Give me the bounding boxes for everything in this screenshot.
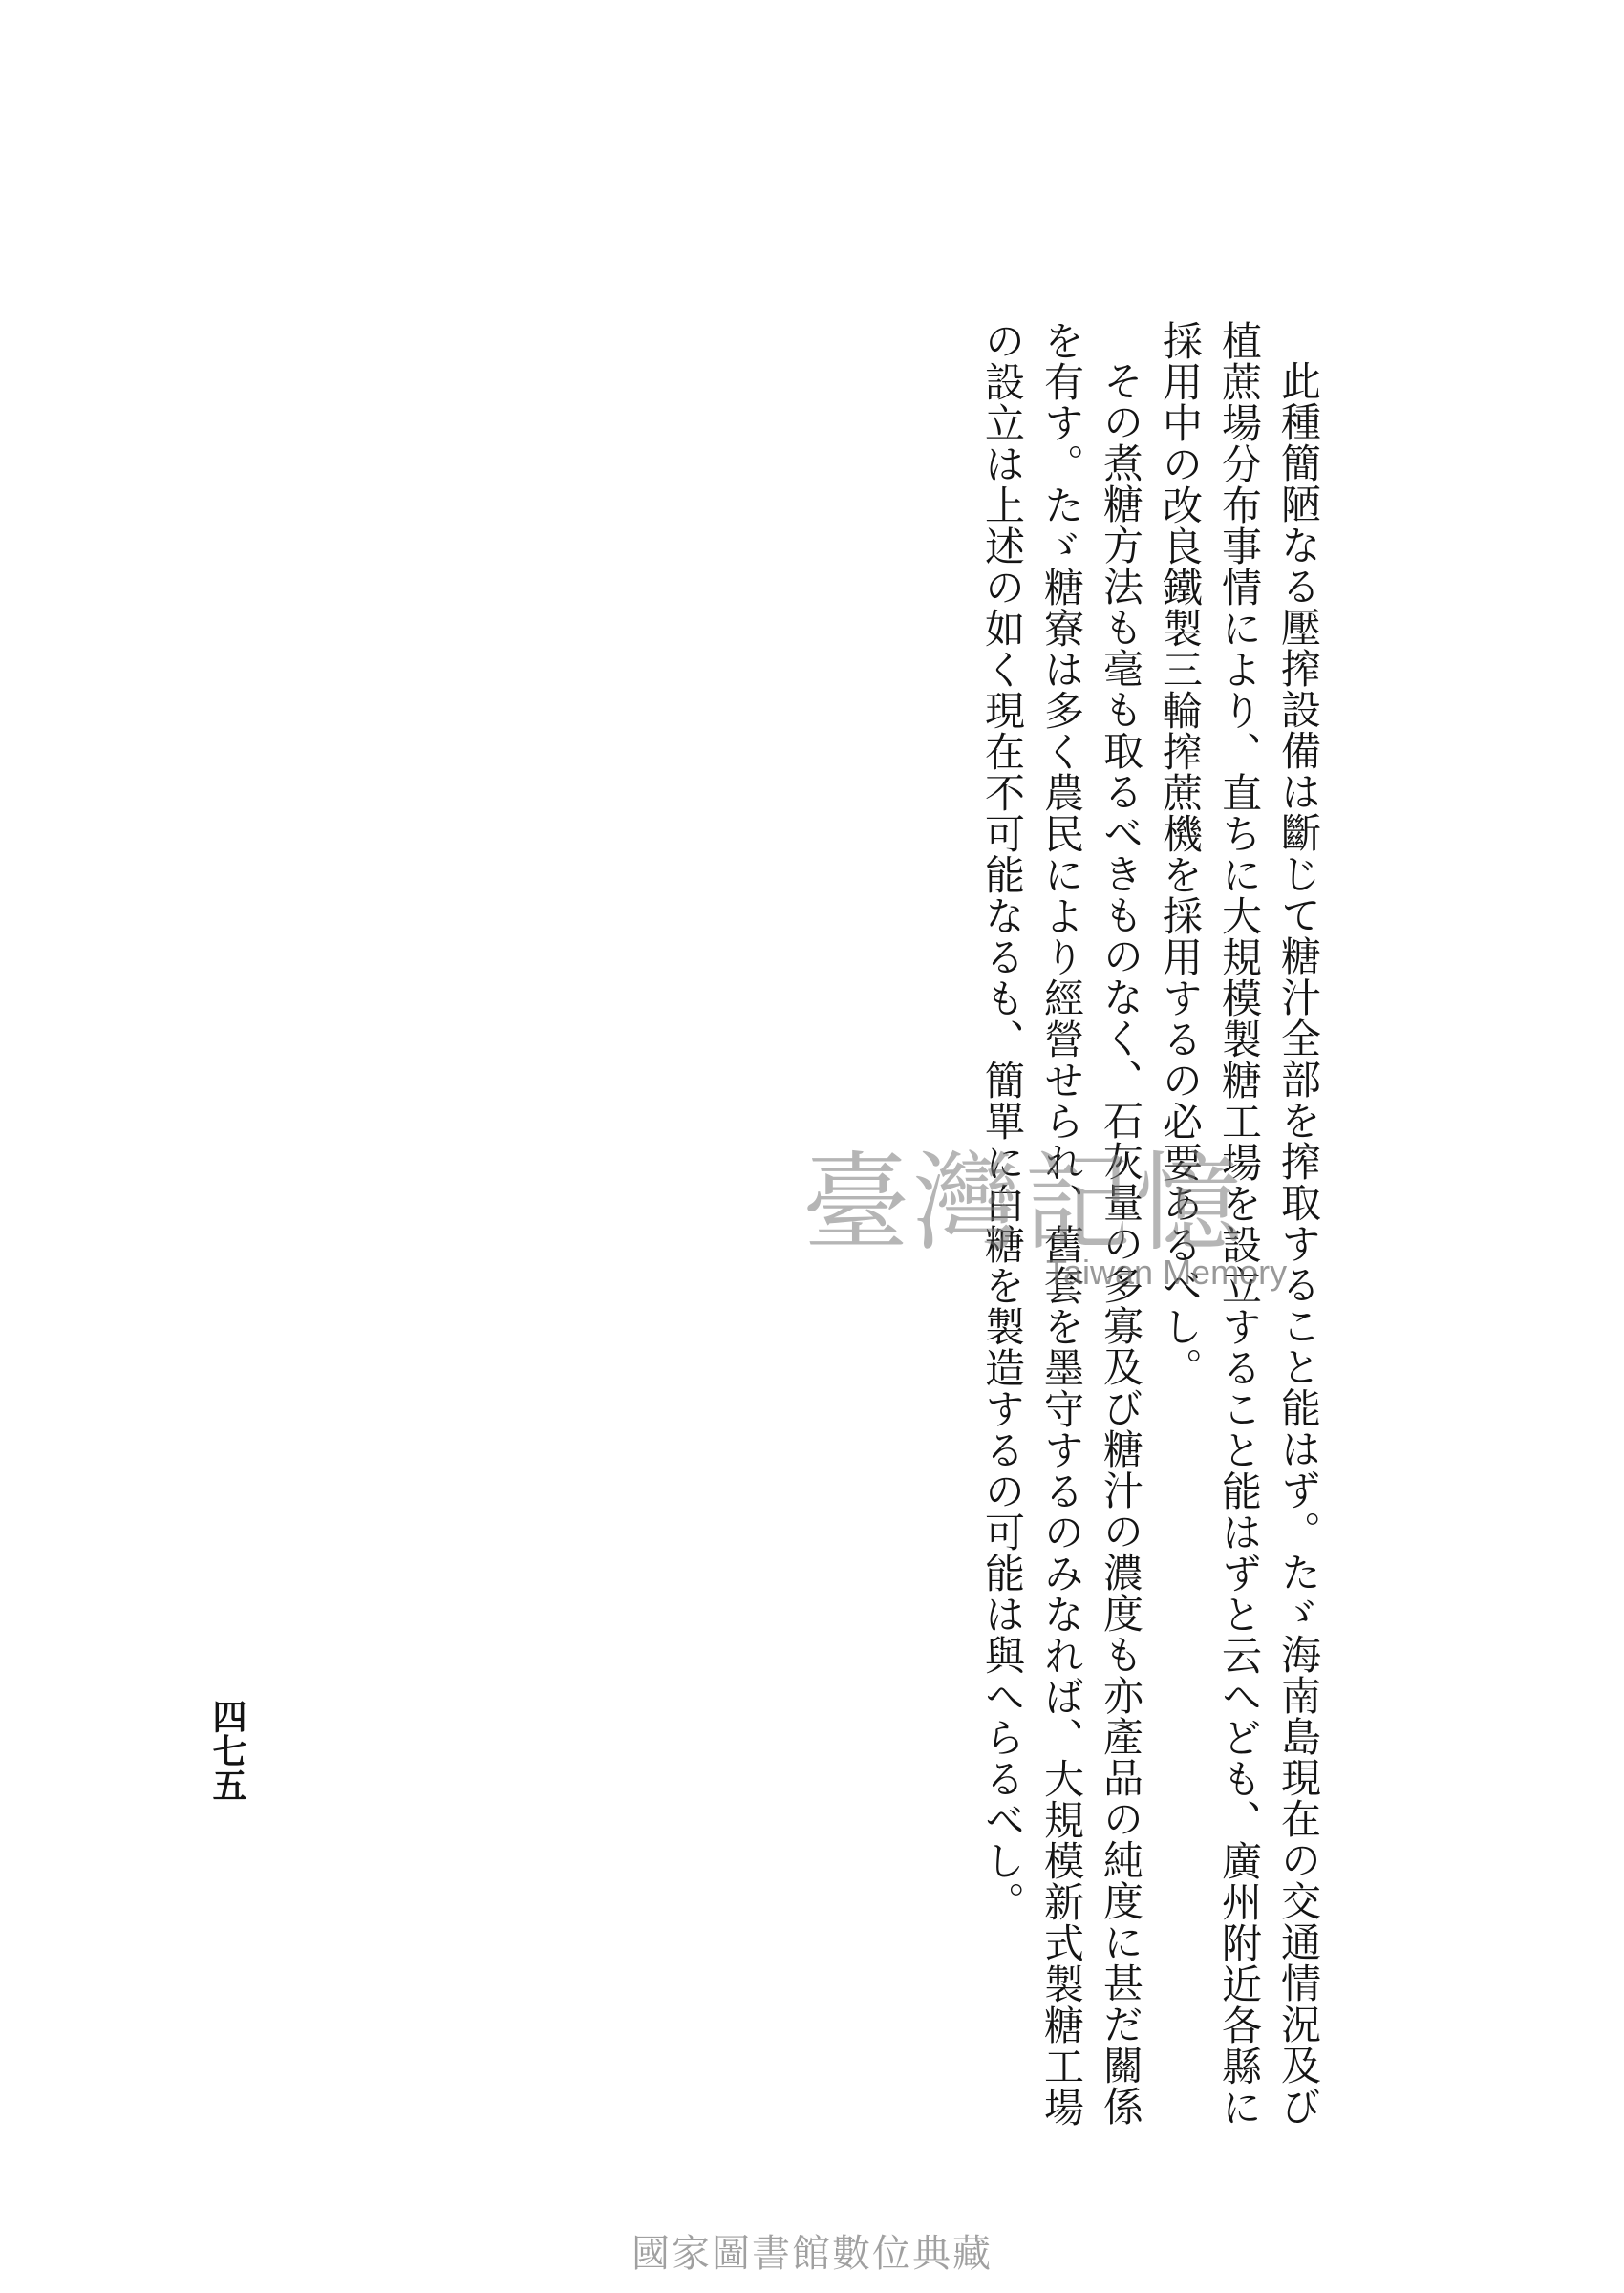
body-text [972,320,1328,2140]
paragraph-1: 此種簡陋なる壓搾設備は斷じて糖汁全部を搾取すること能はず。たゞ海南島現在の交通情況及び植蔗場分布事情により、直ちに大規模製糖工場を設立すること能はずと云へども、廣州附近各縣に採用中の改良鐵製三輪搾蔗機を採用するの必要あるべし。 [1157,320,1322,2128]
page-number: 四七五 [207,1699,247,1802]
library-footer-watermark: 國家圖書館數位典藏 [631,2232,993,2276]
paragraph-2: その煮糖方法も毫も取るべきものなく、石灰量の多寡及び糖汁の濃度も亦產品の純度に甚だ關係を有す。たゞ糖寮は多く農民により經營せられ、舊套を墨守するのみなれば、大規模新式製糖工場の設立は上述の如く現在不可能なるも、簡單に白糖を製造するの可能は與へらるべし。 [979,320,1144,2128]
watermark-logo-subtext: Taiwan Memory [1046,1253,1288,1292]
watermark-logo-text: 臺灣記憶 [802,1142,1246,1266]
